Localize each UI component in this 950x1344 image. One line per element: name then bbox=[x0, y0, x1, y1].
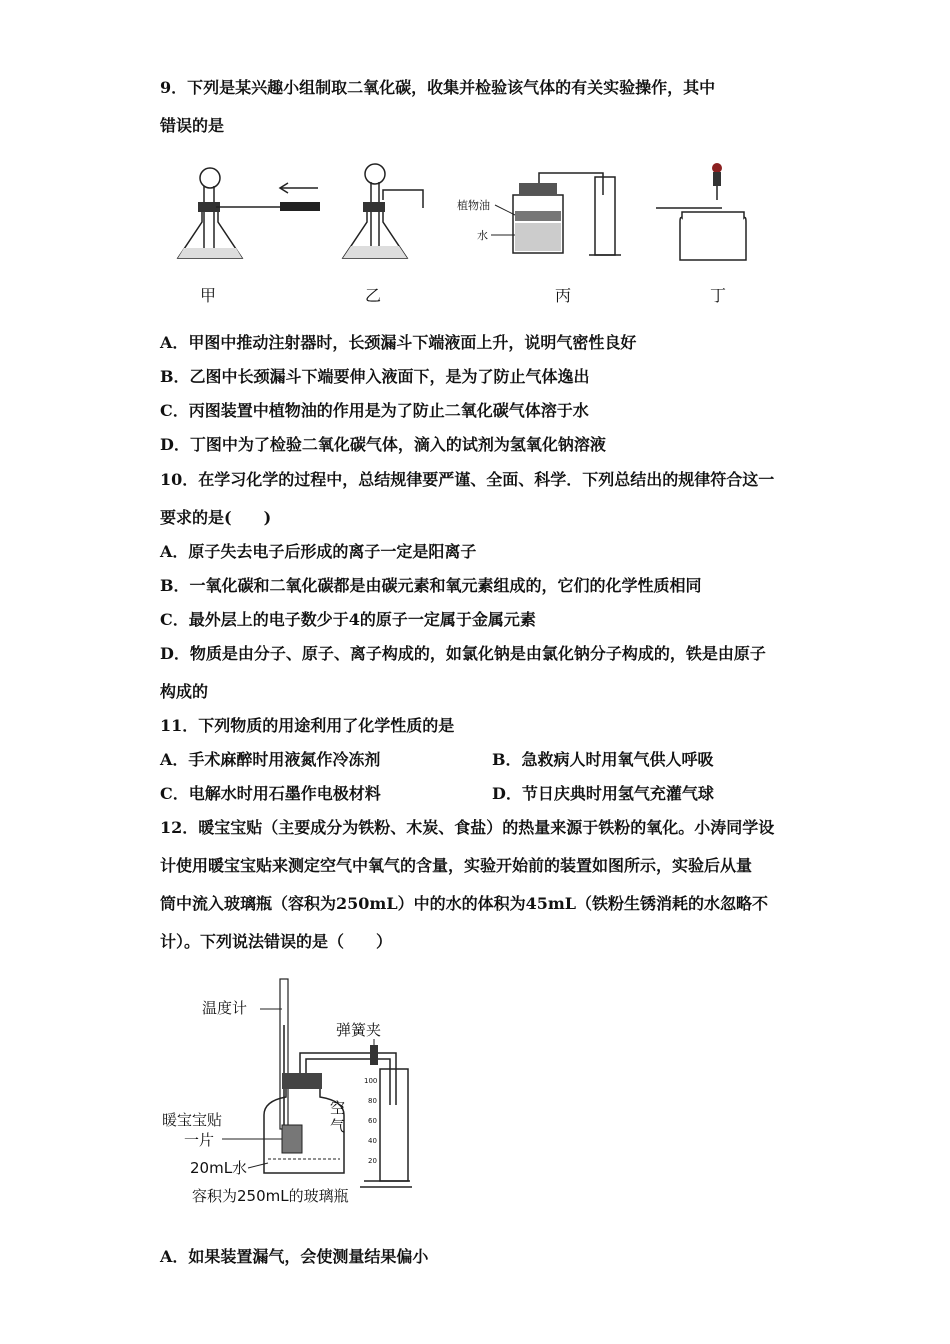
figure-ding bbox=[650, 160, 760, 270]
q11-option-b[interactable]: B．急救病人时用氧气供人呼吸 bbox=[492, 750, 714, 769]
figure-jia bbox=[170, 160, 330, 270]
tick-20: 20 bbox=[368, 1157, 377, 1165]
q9-stem-line1: 9．下列是某兴趣小组制取二氧化碳，收集并检验该气体的有关实验操作，其中 bbox=[160, 78, 716, 97]
label-warmer-line1: 暖宝宝贴 bbox=[162, 1111, 223, 1129]
figure-label-bing: 丙 bbox=[555, 286, 572, 305]
label-air-line2: 气 bbox=[330, 1117, 346, 1135]
q11-option-d[interactable]: D．节日庆典时用氢气充灌气球 bbox=[492, 784, 714, 803]
label-bottle-volume: 容积为250mL的玻璃瓶 bbox=[192, 1187, 349, 1205]
figure-bing bbox=[455, 165, 635, 265]
q10-option-b[interactable]: B．一氧化碳和二氧化碳都是由碳元素和氧元素组成的，它们的化学性质相同 bbox=[160, 576, 702, 595]
label-clamp: 弹簧夹 bbox=[336, 1021, 382, 1039]
q10-option-d[interactable]: D．物质是由分子、原子、离子构成的，如氯化钠是由氯化钠分子构成的，铁是由原子 bbox=[160, 644, 766, 663]
q9-option-c[interactable]: C．丙图装置中植物油的作用是为了防止二氧化碳气体溶于水 bbox=[160, 401, 589, 420]
label-vegetable-oil: 植物油 bbox=[457, 199, 490, 212]
q12-stem-line2: 计使用暖宝宝贴来测定空气中氧气的含量，实验开始前的装置如图所示，实验后从量 bbox=[160, 856, 753, 875]
label-warmer-line2: 一片 bbox=[184, 1131, 215, 1149]
q10-stem-line1: 10．在学习化学的过程中，总结规律要严谨、全面、科学．下列总结出的规律符合这一 bbox=[160, 470, 775, 489]
q12-apparatus-figure bbox=[160, 965, 440, 1215]
q11-option-c[interactable]: C．电解水时用石墨作电极材料 bbox=[160, 784, 381, 803]
tick-40: 40 bbox=[368, 1137, 377, 1145]
q9-stem-line2: 错误的是 bbox=[160, 116, 225, 135]
q12-option-a[interactable]: A．如果装置漏气，会使测量结果偏小 bbox=[160, 1247, 429, 1266]
q10-option-a[interactable]: A．原子失去电子后形成的离子一定是阳离子 bbox=[160, 542, 477, 561]
q10-option-c[interactable]: C．最外层上的电子数少于4的原子一定属于金属元素 bbox=[160, 610, 536, 629]
q12-stem-line1: 12．暖宝宝贴（主要成分为铁粉、木炭、食盐）的热量来源于铁粉的氧化。小涛同学设 bbox=[160, 818, 775, 837]
tick-60: 60 bbox=[368, 1117, 377, 1125]
figure-label-jia: 甲 bbox=[200, 286, 217, 305]
label-water-20ml: 20mL水 bbox=[190, 1159, 248, 1177]
figure-label-ding: 丁 bbox=[710, 286, 727, 305]
tick-80: 80 bbox=[368, 1097, 377, 1105]
q9-option-a[interactable]: A．甲图中推动注射器时，长颈漏斗下端液面上升，说明气密性良好 bbox=[160, 333, 637, 352]
q10-option-d-cont: 构成的 bbox=[160, 682, 209, 701]
label-thermometer: 温度计 bbox=[202, 999, 248, 1017]
q9-option-d[interactable]: D．丁图中为了检验二氧化碳气体，滴入的试剂为氢氧化钠溶液 bbox=[160, 435, 606, 454]
figure-label-yi: 乙 bbox=[365, 286, 382, 305]
q11-option-a[interactable]: A．手术麻醉时用液氮作冷冻剂 bbox=[160, 750, 381, 769]
label-water: 水 bbox=[477, 229, 488, 242]
q10-stem-line2: 要求的是( ) bbox=[160, 508, 272, 527]
tick-100: 100 bbox=[364, 1077, 378, 1085]
q9-option-b[interactable]: B．乙图中长颈漏斗下端要伸入液面下，是为了防止气体逸出 bbox=[160, 367, 590, 386]
label-air-line1: 空 bbox=[330, 1099, 346, 1117]
q12-stem-line4: 计）。下列说法错误的是（ ） bbox=[160, 932, 393, 951]
q11-stem: 11．下列物质的用途利用了化学性质的是 bbox=[160, 716, 455, 735]
q12-stem-line3: 筒中流入玻璃瓶（容积为250mL）中的水的体积为45mL（铁粉生锈消耗的水忽略不 bbox=[160, 894, 769, 913]
figure-yi bbox=[335, 160, 445, 270]
